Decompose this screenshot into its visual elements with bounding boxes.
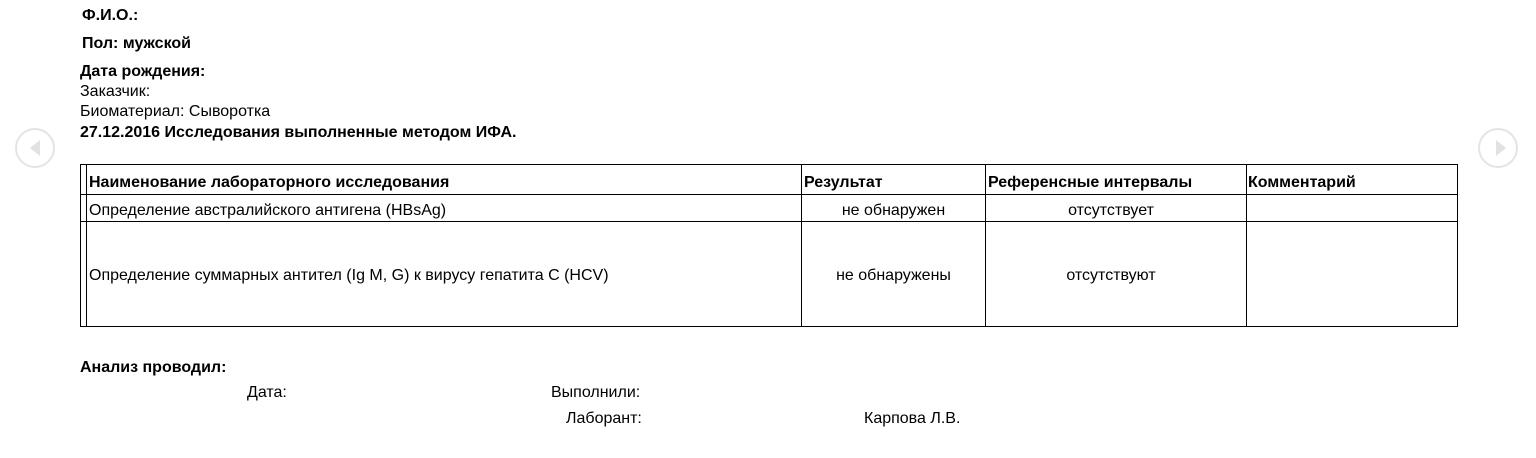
biomaterial-row xyxy=(80,103,270,121)
table-inner-border xyxy=(86,165,87,326)
sex-value: мужской xyxy=(122,35,191,52)
row-divider xyxy=(81,194,1457,195)
header-reference: Референсные интервалы xyxy=(988,174,1193,191)
header-name: Наименование лабораторного исследования xyxy=(89,174,450,191)
column-divider xyxy=(985,165,986,326)
header-result: Результат xyxy=(804,174,883,191)
performed-by-label: Анализ проводил: xyxy=(80,359,227,376)
table-row-2-reference: отсутствуют xyxy=(1066,267,1156,284)
lab-assistant-name: Карпова Л.В. xyxy=(864,410,961,427)
column-divider xyxy=(801,165,802,326)
birth-date-row xyxy=(80,63,205,81)
date-row xyxy=(247,384,287,402)
study-title: 27.12.2016 Исследования выполненные методом ИФА. xyxy=(80,124,517,141)
biomaterial-value: Сыворотка xyxy=(188,103,271,120)
results-table xyxy=(80,164,1458,327)
column-divider xyxy=(1246,165,1247,326)
sex-label: Пол: xyxy=(82,35,119,52)
table-row-1-name: Определение австралийского антигена (HBsAg) xyxy=(89,202,447,219)
date-label: Дата: xyxy=(247,384,287,401)
next-page-button[interactable] xyxy=(1478,128,1518,168)
row-divider xyxy=(81,221,1457,222)
fio-row xyxy=(82,7,138,25)
birth-date-label: Дата рождения: xyxy=(80,63,206,80)
chevron-left-icon xyxy=(30,140,40,156)
customer-label: Заказчик: xyxy=(80,83,151,100)
table-row-2-result: не обнаружены xyxy=(836,267,951,284)
lab-assistant-label: Лаборант: xyxy=(566,410,642,427)
table-row-1-result: не обнаружен xyxy=(841,202,946,219)
fio-label: Ф.И.О.: xyxy=(82,7,139,24)
executed-label: Выполнили: xyxy=(551,384,641,401)
table-row-1-reference: отсутствует xyxy=(1068,202,1154,219)
biomaterial-label: Биоматериал: xyxy=(80,103,185,120)
previous-page-button[interactable] xyxy=(15,128,55,168)
chevron-right-icon xyxy=(1496,140,1506,156)
customer-row xyxy=(80,83,150,101)
header-comment: Комментарий xyxy=(1248,174,1356,191)
sex-row xyxy=(82,35,191,53)
table-row-2-name: Определение суммарных антител (Ig M, G) к вирусу гепатита С (HCV) xyxy=(89,267,609,284)
